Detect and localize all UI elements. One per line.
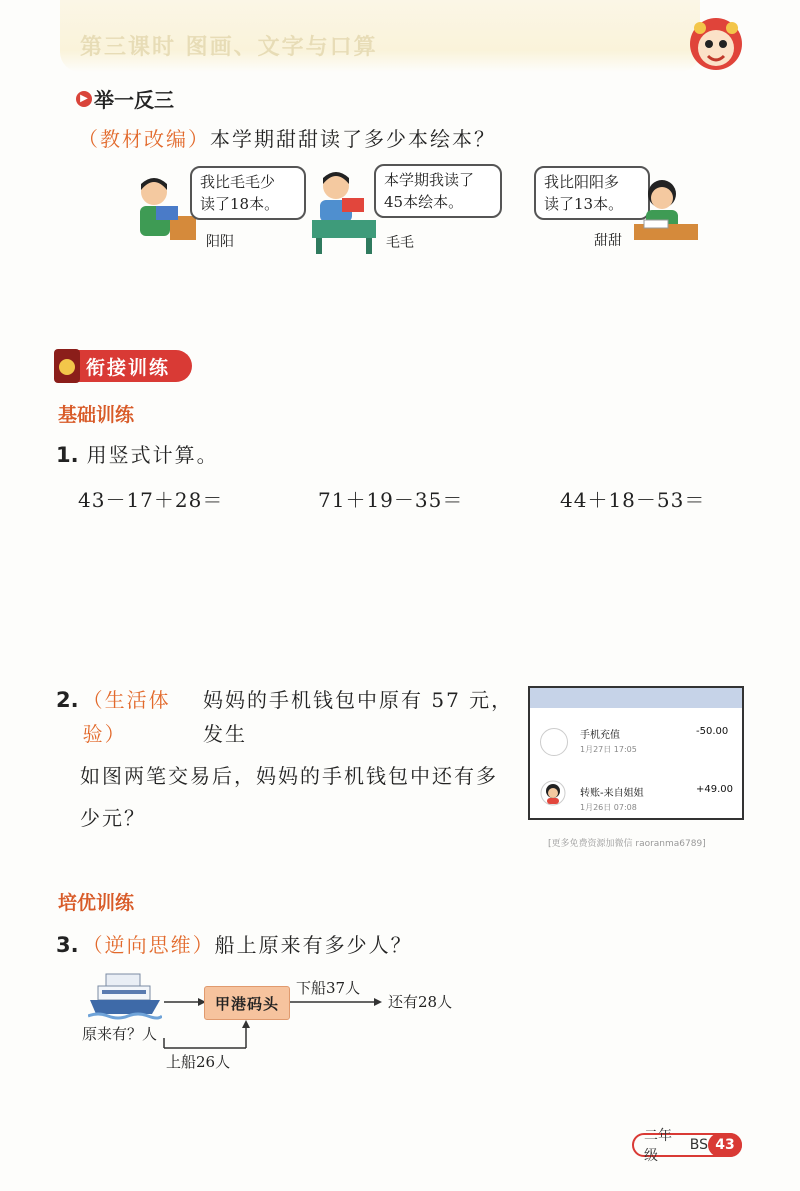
basic-training-title: 基础训练 [58, 404, 135, 426]
page-number: 43 [708, 1133, 742, 1157]
girl-reading-illustration [630, 176, 698, 242]
edition-label: BS [689, 1137, 708, 1153]
xianjie-badge: 衔接训练 [58, 350, 192, 382]
expression-2: 71＋19－35＝ [318, 488, 464, 512]
child-reading-illustration [126, 176, 196, 242]
speech-bubble-maomao: 本学期我读了 45本绘本。 [374, 164, 502, 218]
question-3: 3. （逆向思维） 船上原来有多少人？ [56, 933, 413, 957]
child-name-tiantian: 甜甜 [594, 233, 622, 249]
lantern-icon [54, 349, 80, 383]
watermark-caption: [更多免费资源加微信 raoranma6789] [548, 839, 706, 849]
child-desk-illustration [308, 170, 378, 254]
pier-box: 甲港码头 [204, 986, 290, 1020]
wallet-row-1-title: 手机充值 [580, 730, 620, 741]
play-icon: ▶ [76, 91, 92, 107]
child-name-yangyang: 阳阳 [206, 234, 234, 250]
question-1: 1. 用竖式计算。 [56, 443, 219, 467]
page-footer [632, 1128, 742, 1164]
wallet-row-2-amount: +49.00 [696, 784, 734, 795]
speech-bubble-yangyang: 我比毛毛少 读了18本。 [190, 166, 306, 220]
wallet-row-2-title: 转账-来自姐姐 [580, 788, 644, 799]
ship-illustration [88, 970, 162, 1022]
question-2: 2. （生活体验） 妈妈的手机钱包中原有 57 元，发生 如图两笔交易后，妈妈的手机钱包中还有多 少元？ [56, 688, 514, 830]
speech-bubble-tiantian: 我比阳阳多 读了13本。 [534, 166, 650, 220]
wallet-row-2-time: 1月26日 07:08 [580, 803, 637, 812]
wallet-row-1-time: 1月27日 17:05 [580, 745, 637, 754]
mascot-icon [688, 14, 744, 76]
recharge-icon [540, 728, 568, 756]
child-name-maomao: 毛毛 [386, 235, 414, 251]
wallet-top-bar [530, 688, 742, 708]
juyi-question: （教材改编）本学期甜甜读了多少本绘本？ [78, 127, 496, 151]
wallet-screenshot [528, 686, 744, 820]
section-juyi-title: ▶ 举一反三 [76, 84, 174, 113]
grade-label: 二年级 [644, 1128, 672, 1164]
header-banner-text: 第三课时 图画、文字与口算 [80, 35, 378, 60]
wallet-row-1-amount: -50.00 [696, 726, 729, 737]
off-label: 下船37人 [296, 979, 361, 997]
remain-label: 还有28人 [388, 993, 453, 1011]
on-label: 上船26人 [166, 1053, 231, 1071]
sister-avatar-icon [540, 780, 566, 806]
advanced-training-title: 培优训练 [58, 892, 135, 914]
origin-label: 原来有？人 [82, 1025, 158, 1043]
expression-3: 44＋18－53＝ [560, 488, 706, 512]
expression-1: 43－17＋28＝ [78, 488, 224, 512]
